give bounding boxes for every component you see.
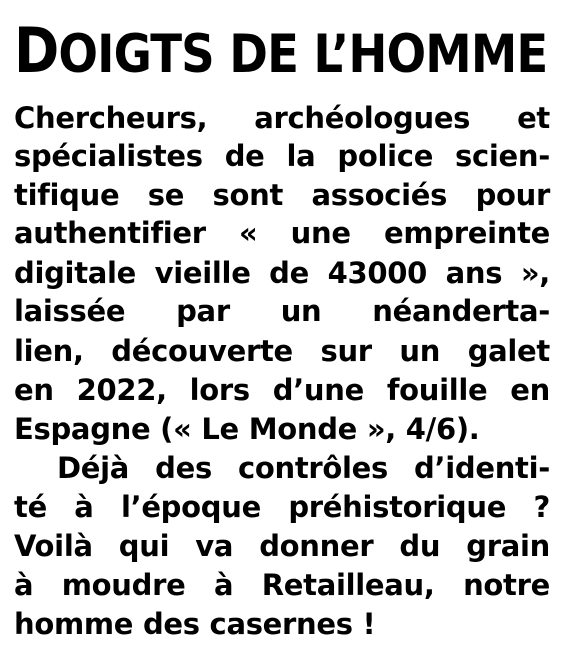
body-line: laissée par un néanderta-: [14, 294, 550, 328]
body-line: Espagne (« Le Monde », 4/6).: [14, 412, 480, 446]
body-line: tifique se sont associés pour: [14, 178, 550, 212]
body-line: Voilà qui va donner du grain: [14, 529, 550, 563]
body-line: digitale vieille de 43000 ans »,: [14, 256, 550, 290]
body-line: lien, découverte sur un galet: [14, 334, 550, 368]
headline-text: OIGTS DE L’HOMME: [58, 24, 548, 85]
body-line: té à l’époque préhistorique ?: [14, 490, 550, 524]
body-line: en 2022, lors d’une fouille en: [14, 373, 550, 407]
body-line: Chercheurs, archéologues et: [14, 101, 550, 135]
headline: [14, 16, 547, 90]
headline-initial: D: [14, 14, 59, 87]
body-line: homme des casernes !: [14, 607, 376, 641]
body-line: Déjà des contrôles d’identi-: [57, 451, 550, 485]
body-line: spécialistes de la police scien-: [14, 139, 550, 173]
body-line: authentifier « une empreinte: [14, 216, 550, 250]
body-line: à moudre à Retailleau, notre: [14, 568, 550, 602]
